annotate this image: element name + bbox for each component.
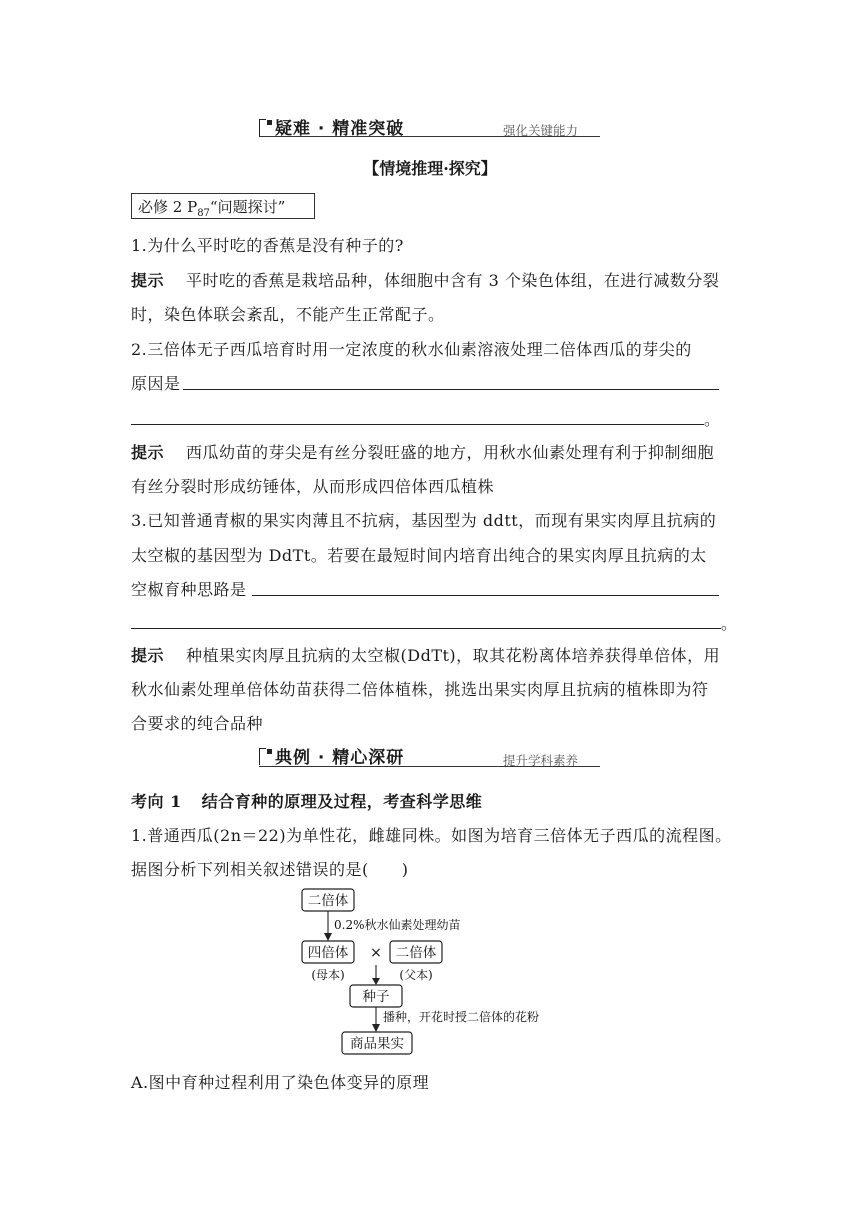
hint-text: 种植果实肉厚且抗病的太空椒(DdTt)，取其花粉离体培养获得单倍体，用 [186, 646, 721, 665]
breeding-flow-diagram [290, 885, 590, 1060]
hint-text: 西瓜幼苗的芽尖是有丝分裂旺盛的地方，用秋水仙素处理有利于抑制细胞 [186, 443, 715, 462]
answer-blank [183, 389, 719, 390]
node-tetraploid: 四倍体 [307, 945, 349, 961]
node-diploid2: 二倍体 [395, 945, 437, 961]
banner-rule [259, 136, 600, 137]
node-diploid: 二倍体 [307, 893, 349, 909]
hint-label: 提示 [131, 271, 165, 290]
node-seed: 种子 [362, 989, 390, 1005]
banner-bracket-icon [259, 119, 266, 136]
direction-label: 考向 1 [131, 792, 182, 811]
hint-3-line-3: 合要求的纯合品种 [131, 714, 264, 733]
banner-square-icon [267, 749, 272, 754]
answer-blank [252, 595, 719, 596]
context-heading: 【情境推理·探究】 [363, 159, 497, 178]
hint-3-line-2: 秋水仙素处理单倍体幼苗获得二倍体植株，挑选出果实肉厚且抗病的植株即为符 [131, 680, 709, 699]
question-2-line-1: 2.三倍体无子西瓜培育时用一定浓度的秋水仙素溶液处理二倍体西瓜的芽尖的 [131, 340, 692, 359]
banner-square-icon [267, 120, 272, 125]
example-line-2: 据图分析下列相关叙述错误的是( ) [131, 860, 409, 879]
hint-label: 提示 [131, 443, 165, 462]
hint-2-line-1 [131, 440, 714, 463]
question-1: 1.为什么平时吃的香蕉是没有种子的? [131, 236, 404, 255]
section-subtitle: 提升学科素养 [503, 753, 579, 768]
banner-bracket-icon [259, 748, 266, 765]
question-3-line-3: 空椒育种思路是 [131, 580, 247, 599]
reference-page: 87 [197, 208, 210, 219]
question-2-line-2: 原因是 [131, 374, 181, 393]
father-label: (父本) [399, 968, 433, 982]
node-fruit: 商品果实 [350, 1036, 404, 1052]
reference-suffix: “问题探讨” [209, 198, 286, 216]
section-title: 疑难 · 精准突破 [275, 119, 405, 139]
hint-2-line-2: 有丝分裂时形成纺锤体，从而形成四倍体西瓜植株 [131, 477, 495, 496]
answer-blank [131, 628, 721, 629]
arrow-3-head [372, 1024, 380, 1032]
hint-1-line-1 [131, 268, 719, 291]
section-title: 典例 · 精心深研 [275, 748, 405, 768]
mother-label: (母本) [311, 968, 345, 982]
hint-label: 提示 [131, 646, 165, 665]
direction-heading [131, 789, 482, 812]
cross-symbol: × [370, 945, 382, 961]
question-3-line-2: 太空椒的基因型为 DdTt。若要在最短时间内培育出纯合的果实肉厚且抗病的太 [131, 546, 707, 565]
step-2-label: 播种，开花时授二倍体的花粉 [383, 1010, 540, 1024]
reference-box [131, 193, 315, 219]
end-mark: 。 [704, 410, 721, 429]
question-3-line-1: 3.已知普通青椒的果实肉薄且不抗病，基因型为 ddtt，而现有果实肉厚且抗病的 [131, 511, 717, 530]
hint-3-line-1 [131, 643, 720, 666]
step-1-label: 0.2%秋水仙素处理幼苗 [334, 918, 461, 932]
answer-blank [131, 424, 704, 425]
end-mark: 。 [721, 614, 738, 633]
section-subtitle: 强化关键能力 [503, 123, 579, 138]
example-line-1: 1.普通西瓜(2n＝22)为单性花，雌雄同株。如图为培育三倍体无子西瓜的流程图。 [131, 826, 732, 845]
hint-text: 平时吃的香蕉是栽培品种，体细胞中含有 3 个染色体组，在进行减数分裂 [186, 271, 720, 290]
arrow-1-head [324, 933, 332, 941]
banner-rule [259, 766, 600, 767]
reference-prefix: 必修 2 P [138, 198, 198, 216]
direction-text: 结合育种的原理及过程，考查科学思维 [201, 792, 483, 811]
option-a: A.图中育种过程利用了染色体变异的原理 [131, 1073, 430, 1092]
arrow-2-head [372, 978, 380, 985]
hint-1-line-2: 时，染色体联会紊乱，不能产生正常配子。 [131, 305, 445, 324]
